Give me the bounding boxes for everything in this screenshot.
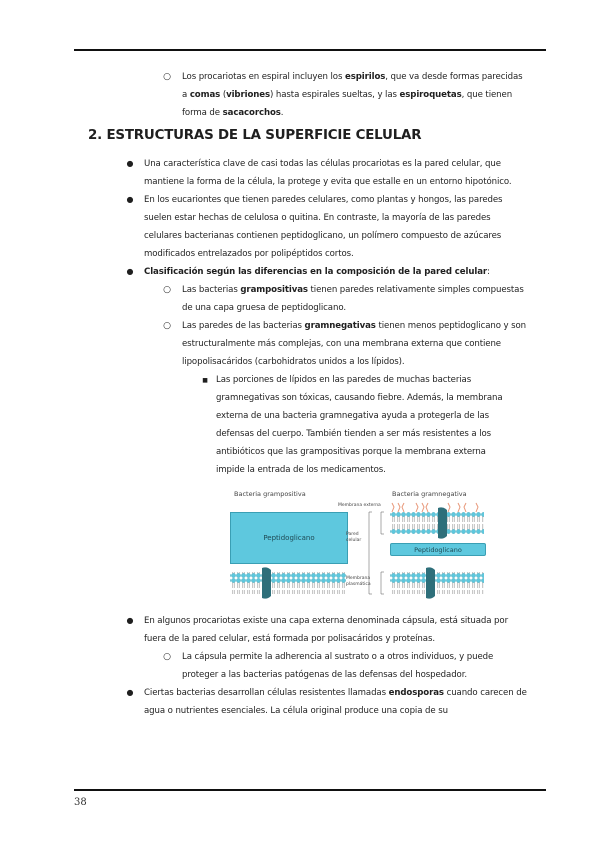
text-run: En algunos procariotas existe una capa externa denominada cápsula, está situada por fuera de la pared celular, está formada por polisacáridos y proteínas. [144,616,509,644]
text-run: , que tienen forma de [182,90,513,118]
gram-negative-title: Bacteria gramnegativa [392,490,467,498]
bold-term: espirilos [344,72,386,82]
membrane-protein-left [262,567,271,598]
bold-term: sacacorchos [222,108,281,118]
header-rule [74,49,546,51]
text-run: ) hasta espirales sueltas, y las [270,90,400,100]
bold-term: espiroquetas [399,90,462,100]
list-item-lipid-toxicity [202,371,516,479]
text-run: cuando carecen de agua o nutrientes esenciales. La célula original produce una copia de su [144,688,527,716]
peptidoglycan-label: Peptidoglicano [414,545,462,554]
plasma-membrane-left [230,572,346,594]
list-item-cell-wall [126,155,528,191]
text-run: tienen menos peptidoglicano y son estructuralmente más complejas, con una membrana externa que contiene lipopolisacáridos (carbohidratos unidos a los lípidos). [182,321,527,367]
list-item-gramnegative [163,317,528,371]
list-item-endospores [126,684,528,720]
text-run: . [280,108,284,118]
text-run: Las bacterias [182,285,241,295]
text-run: ( [220,90,227,100]
bold-term: comas [189,90,221,100]
circle-bullet-icon: ○ [163,72,171,82]
bold-term: Clasificación según las diferencias en la composición de la pared celular [144,267,488,277]
text-run: Los procariotas en espiral incluyen los [182,72,345,82]
list-item-spiral [163,68,528,122]
text-run: , que va desde formas parecidas a [182,72,523,100]
circle-bullet-icon: ○ [163,321,171,331]
list-item-eukaryote-walls [126,191,528,263]
footer-rule [74,789,546,791]
dot-bullet-icon: ● [126,195,134,204]
square-bullet-icon: ■ [202,377,208,384]
text-run: Las paredes de las bacterias [182,321,305,331]
outer-membrane [390,512,484,534]
gram-positive-title: Bacteria grampositiva [234,490,306,498]
circle-bullet-icon: ○ [163,652,171,662]
dot-bullet-icon: ● [126,159,134,168]
plasma-membrane-label: Membrana plasmática [346,576,371,587]
dot-bullet-icon: ● [126,616,134,625]
peptidoglycan-label: Peptidoglicano [263,534,315,542]
lipopolysaccharide-chains [392,503,478,512]
plasma-membrane-right [390,572,484,594]
page-number: 38 [74,797,87,808]
text-run: Una característica clave de casi todas las células procariotas es la pared celular, que mantiene la forma de la célula, la protege y evita que estalle en un entorno hipotónico. [144,159,512,187]
text-run: tienen paredes relativamente simples compuestas de una capa gruesa de peptidoglicano. [182,285,524,313]
bold-term: endosporas [388,688,444,698]
outer-membrane-label: Membrana externa [338,503,381,508]
text-run: Las porciones de lípidos en las paredes de muchas bacterias gramnegativas son tóxicas, causando fiebre. Además, la membrana externa de una bacteria gramnegativa ayuda a protegerla de las defensas del cuerpo. También tienden a ser más resistentes a los antibióticos que las grampositivas porque la membrana externa impide la entrada de los medicamentos. [216,375,503,475]
page-content [88,68,528,720]
text-run: Ciertas bacterias desarrollan células resistentes llamadas [144,688,389,698]
membrane-protein-outer [438,507,447,538]
bold-term: grampositivas [240,285,308,295]
list-item-capsule-function [163,648,528,684]
cell-wall-diagram [226,490,486,602]
dot-bullet-icon: ● [126,267,134,276]
cell-wall-label: Pared celular [346,532,362,543]
list-item-grampositive [163,281,528,317]
text-run: La cápsula permite la adherencia al sustrato o a otros individuos, y puede proteger a las bacterias patógenas de las defensas del hospedador. [182,652,494,680]
text-run: : [487,267,490,277]
text-run: En los eucariontes que tienen paredes celulares, como plantas y hongos, las paredes suelen estar hechas de celulosa o quitina. En contraste, la mayoría de las paredes celulares bacterianas contienen peptidoglicano, un polímero compuesto de azúcares modificados entrelazados por polipéptidos cortos. [144,195,503,259]
bold-term: vibriones [226,90,271,100]
list-item-classification [126,263,528,281]
dot-bullet-icon: ● [126,688,134,697]
bold-term: gramnegativas [304,321,376,331]
list-item-capsule [126,612,528,648]
outer-membrane-bracket [381,512,384,534]
section-heading: 2. ESTRUCTURAS DE LA SUPERFICIE CELULAR [88,128,422,143]
circle-bullet-icon: ○ [163,285,171,295]
membrane-protein-right [426,567,435,598]
